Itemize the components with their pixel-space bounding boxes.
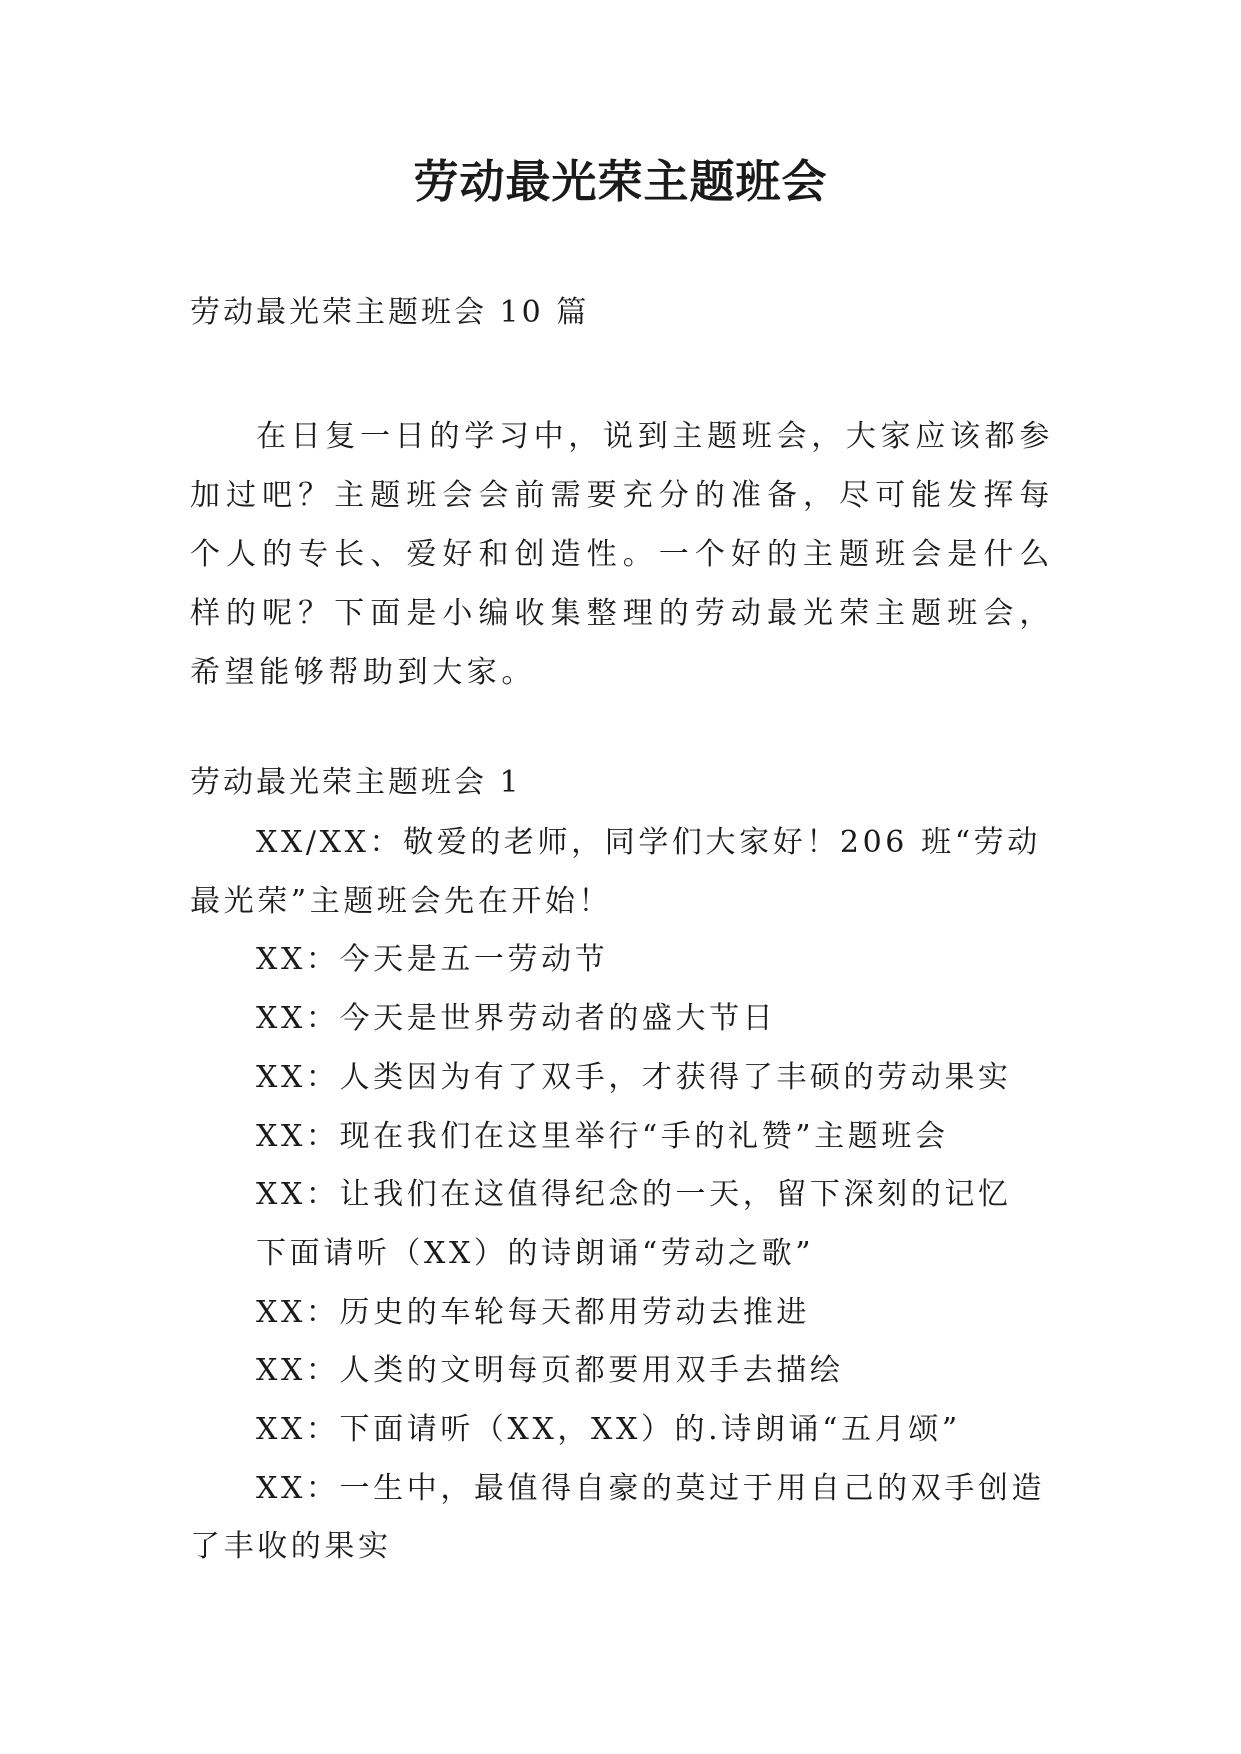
dialogue-line: XX：历史的车轮每天都用劳动去推进 <box>256 1294 810 1330</box>
dialogue-line: XX：今天是世界劳动者的盛大节日 <box>256 1001 777 1037</box>
intro-paragraph: 在日复一日的学习中，说到主题班会，大家应该都参加过吧？主题班会会前需要充分的准备，尽可能发挥每个人的专长、爱好和创造性。一个好的主题班会是什么样的呢？下面是小编收集整理的劳动最光荣主题班会，希望能够帮助到大家。 <box>190 419 1054 690</box>
section-heading: 劳动最光荣主题班会 1 <box>190 765 522 800</box>
dialogue-line: XX：人类因为有了双手，才获得了丰硕的劳动果实 <box>256 1059 1012 1095</box>
dialogue-line: XX：让我们在这值得纪念的一天，留下深刻的记忆 <box>256 1177 1012 1213</box>
document-subtitle: 劳动最光荣主题班会 10 篇 <box>190 295 590 330</box>
dialogue-line: XX：现在我们在这里举行“手的礼赞”主题班会 <box>256 1118 949 1154</box>
dialogue-line: XX：一生中，最值得自豪的莫过于用自己的双手创造了丰收的果实 <box>190 1470 1046 1565</box>
dialogue-line: XX：下面请听（XX，XX）的.诗朗诵“五月颂” <box>256 1412 961 1448</box>
dialogue-line: 下面请听（XX）的诗朗诵“劳动之歌” <box>256 1235 815 1271</box>
document-title: 劳动最光荣主题班会 <box>413 155 828 208</box>
dialogue-line: XX：今天是五一劳动节 <box>256 942 609 978</box>
dialogue-line: XX/XX：敬爱的老师，同学们大家好！206 班“劳动最光荣”主题班会先在开始！ <box>190 825 1041 919</box>
dialogue-list <box>190 814 1054 1577</box>
dialogue-line: XX：人类的文明每页都要用双手去描绘 <box>256 1353 844 1389</box>
